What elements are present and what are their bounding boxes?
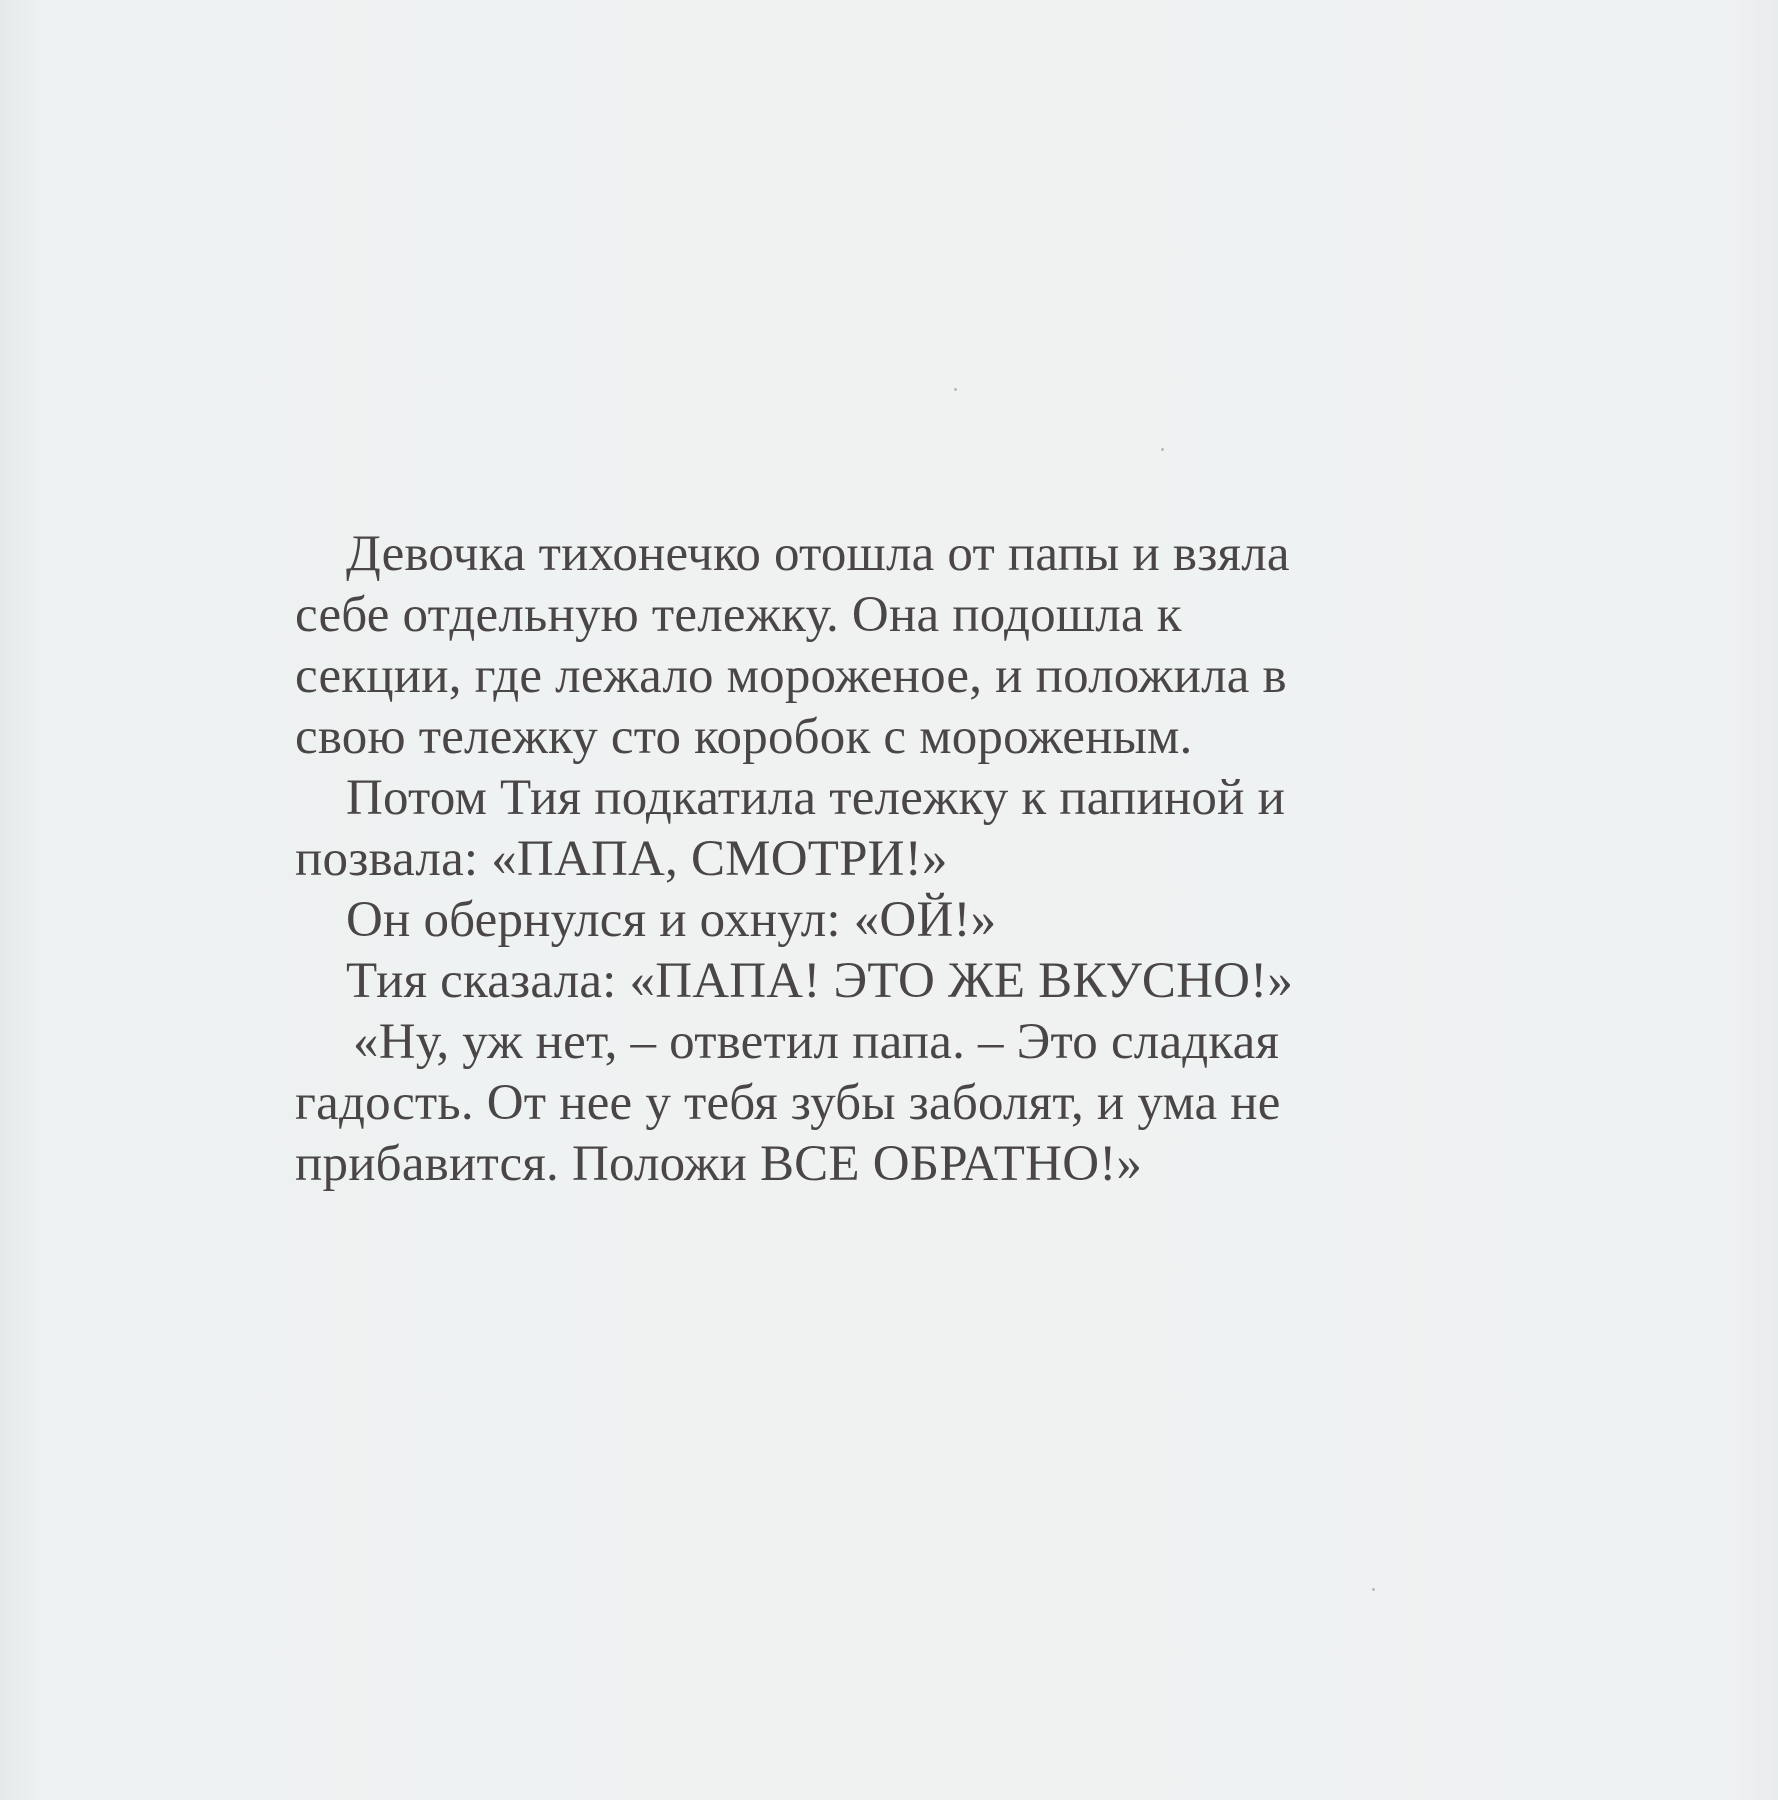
text-line: позвала: «ПАПА, СМОТРИ!» (295, 831, 948, 887)
story-text (295, 524, 1535, 1195)
text-line: прибавится. Положи ВСЕ ОБРАТНО!» (295, 1136, 1143, 1192)
text-line: себе отдельную тележку. Она подошла к (295, 587, 1182, 643)
text-line: свою тележку сто коробок с мороженым. (295, 709, 1193, 765)
paper-speck (1161, 448, 1164, 451)
text-line: Потом Тия подкатила тележку к папиной и (346, 770, 1286, 826)
text-line: Девочка тихонечко отошла от папы и взяла (346, 526, 1290, 582)
paper-speck (954, 388, 957, 391)
text-line: секции, где лежало мороженое, и положила в (295, 648, 1287, 704)
text-line: гадость. От нее у тебя зубы заболят, и ума не (295, 1075, 1281, 1131)
text-line: Он обернулся и охнул: «ОЙ!» (346, 892, 997, 948)
text-line: «Ну, уж нет, – ответил папа. – Это сладкая (353, 1014, 1280, 1070)
paper-speck (1372, 1588, 1375, 1591)
text-line: Тия сказала: «ПАПА! ЭТО ЖЕ ВКУСНО!» (346, 953, 1294, 1009)
